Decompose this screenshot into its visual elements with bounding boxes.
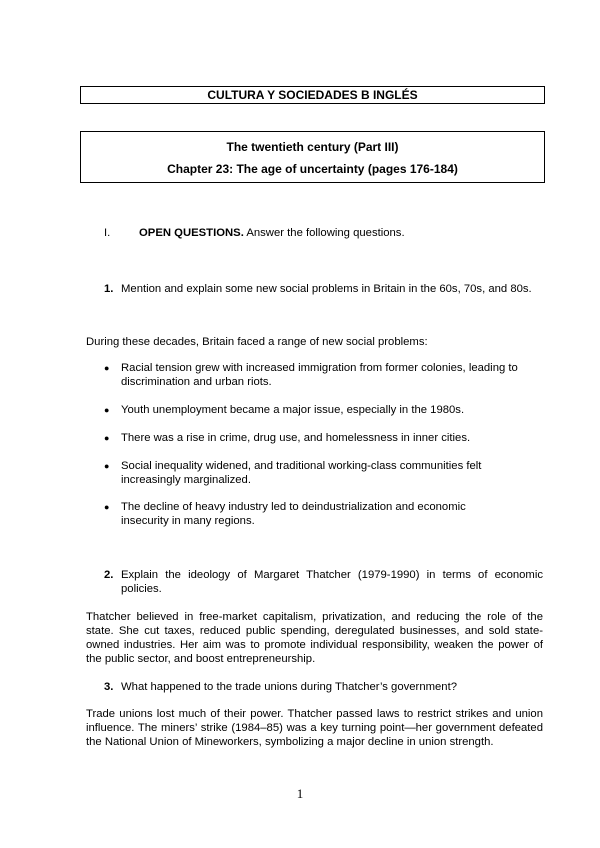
question-1-text: Mention and explain some new social problems in Britain in the 60s, 70s, and 80s. <box>121 283 532 295</box>
bullet-dot-icon: ● <box>104 461 110 471</box>
question-3-answer: Trade unions lost much of their power. Thatcher passed laws to restrict strikes and union influence. The miners’ strike (1984–85) was a key turning point—her government defeated the National Union of Mineworkers, symbolizing a major decline in union strength. <box>86 708 543 748</box>
section-numeral: I. <box>104 227 111 239</box>
bullet-dot-icon: ● <box>104 363 110 373</box>
bullet-item-3: There was a rise in crime, drug use, and homelessness in inner cities. <box>121 432 471 444</box>
chapter-title: Chapter 23: The age of uncertainty (pages 176-184) <box>167 162 458 176</box>
course-title: CULTURA Y SOCIEDADES B INGLÉS <box>207 88 418 102</box>
page-number: 1 <box>296 786 304 801</box>
question-3-number: 3. <box>104 681 114 693</box>
question-2-text: Explain the ideology of Margaret Thatcher (1979-1990) in terms of economic policies. <box>121 569 543 595</box>
section-title: OPEN QUESTIONS. <box>139 227 244 239</box>
bullet-item-1: Racial tension grew with increased immigration from former colonies, leading to discrimination and urban riots. <box>121 362 518 388</box>
question-3-text: What happened to the trade unions during Thatcher’s government? <box>121 681 457 693</box>
question-2-number: 2. <box>104 569 114 581</box>
bullet-dot-icon: ● <box>104 433 110 443</box>
part-title: The twentieth century (Part III) <box>226 140 399 154</box>
section-heading <box>139 226 405 240</box>
question-1-intro: During these decades, Britain faced a range of new social problems: <box>86 336 428 348</box>
question-2-answer: Thatcher believed in free-market capitalism, privatization, and reducing the role of the state. She cut taxes, reduced public spending, deregulated businesses, and sold state-owned industries. Her aim was to promote individual responsibility, weaken the power of the public sector, and boost entrepreneurship. <box>86 611 543 665</box>
section-instruction: Answer the following questions. <box>243 227 405 239</box>
bullet-dot-icon: ● <box>104 502 110 512</box>
question-1-number: 1. <box>104 283 114 295</box>
bullet-item-2: Youth unemployment became a major issue, especially in the 1980s. <box>121 404 465 416</box>
bullet-dot-icon: ● <box>104 405 110 415</box>
course-title-box <box>80 86 545 104</box>
bullet-item-4: Social inequality widened, and traditional working-class communities felt increasingly marginalized. <box>121 460 482 486</box>
chapter-title-box <box>80 131 545 183</box>
bullet-item-5: The decline of heavy industry led to deindustrialization and economic insecurity in many regions. <box>121 501 466 527</box>
